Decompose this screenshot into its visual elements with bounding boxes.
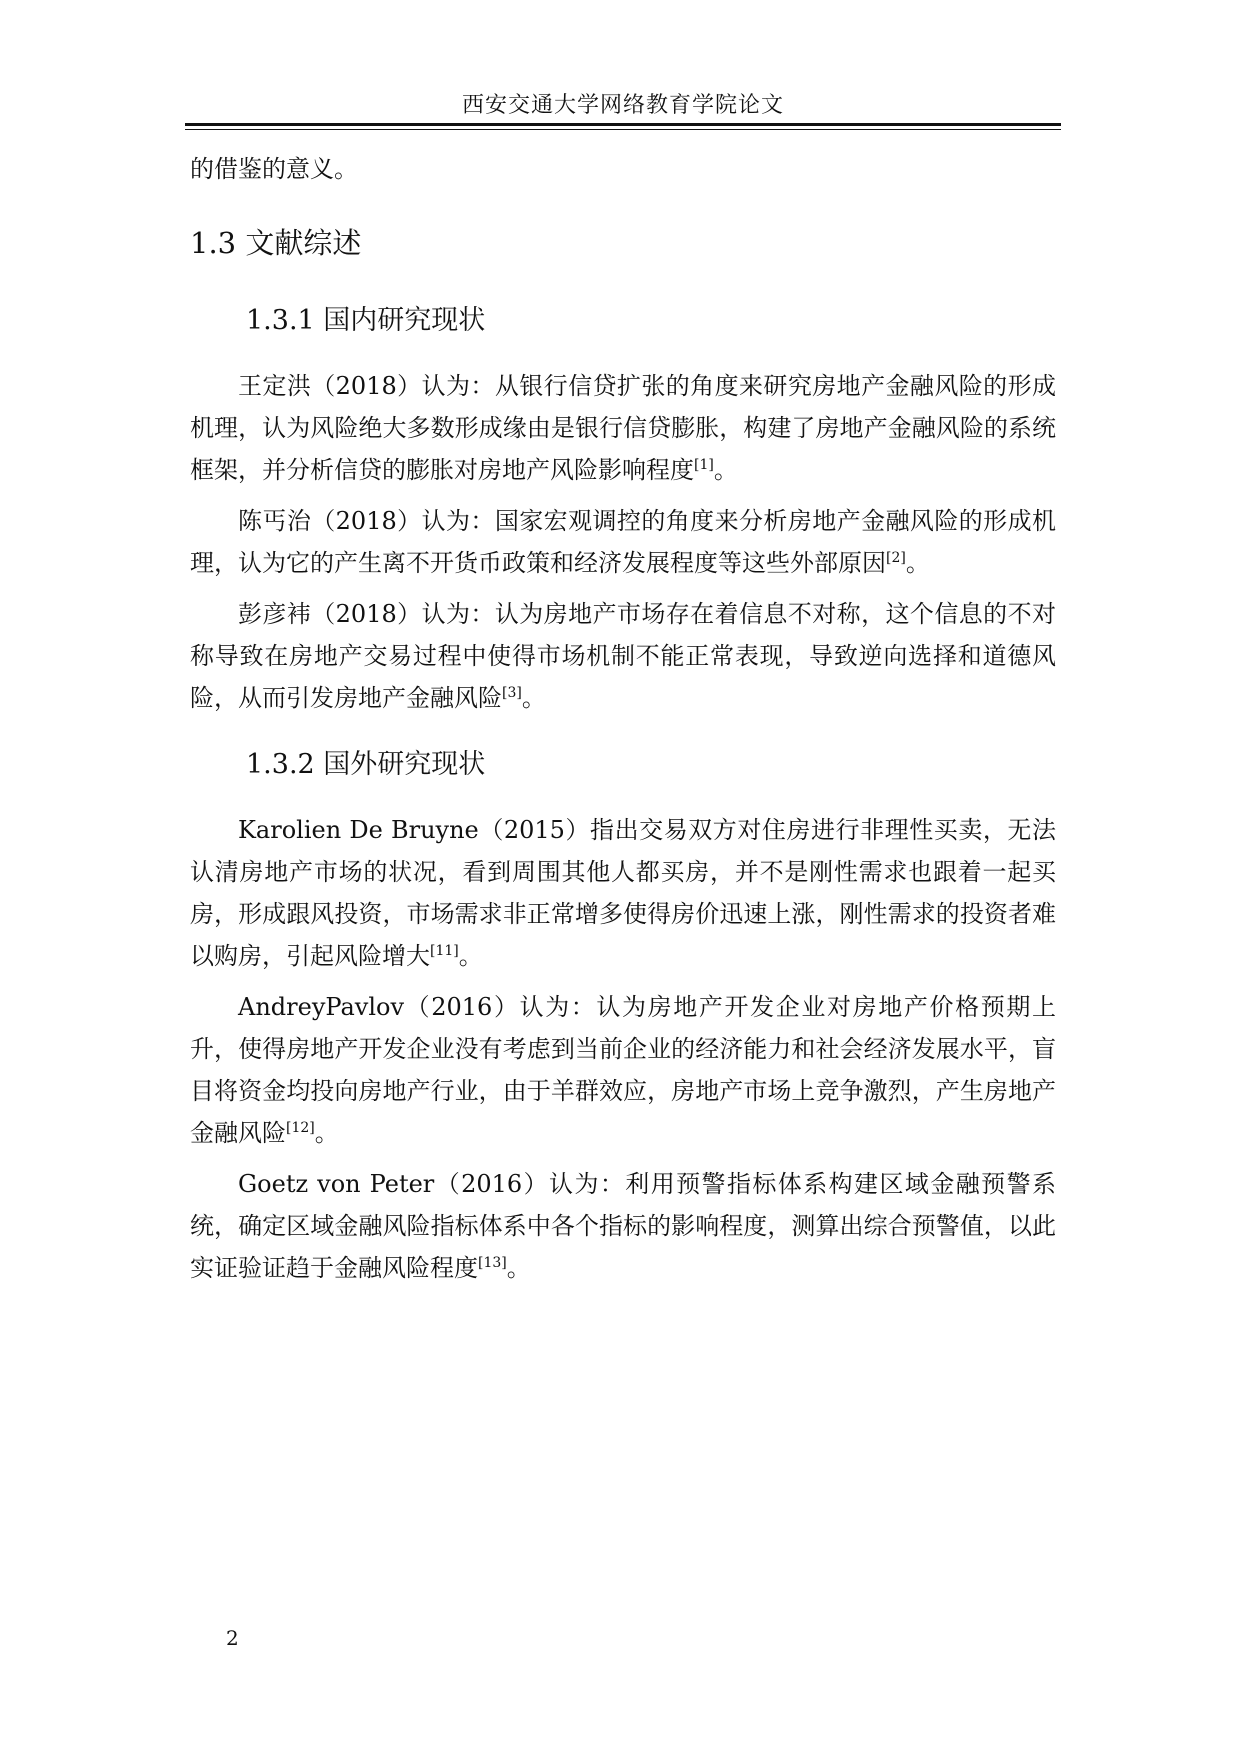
paragraph (190, 809, 1056, 977)
paragraph (190, 365, 1056, 491)
paragraph (190, 500, 1056, 584)
citation-ref: [1] (694, 457, 714, 473)
citation-ref: [13] (478, 1255, 507, 1271)
citation-ref: [11] (430, 943, 459, 959)
paragraph-text: 王定洪（2018）认为：从银行信贷扩张的角度来研究房地产金融风险的形成机理，认为风险绝大多数形成缘由是银行信贷膨胀，构建了房地产金融风险的系统框架，并分析信贷的膨胀对房地产风险影响程度 (190, 372, 1056, 484)
paragraph (190, 986, 1056, 1154)
paragraph-text: 彭彦袆（2018）认为：认为房地产市场存在着信息不对称，这个信息的不对称导致在房地产交易过程中使得市场机制不能正常表现，导致逆向选择和道德风险，从而引发房地产金融风险 (190, 600, 1056, 712)
body-text (190, 148, 1056, 1289)
subsection-heading-domestic: 1.3.1 国内研究现状 (246, 305, 486, 336)
citation-ref: [12] (286, 1120, 315, 1136)
citation-ref: [3] (502, 685, 522, 701)
paragraph-text: Karolien De Bruyne（2015）指出交易双方对住房进行非理性买卖，无法认清房地产市场的状况，看到周围其他人都买房，并不是刚性需求也跟着一起买房，形成跟风投资，市场需求非正常增多使得房价迅速上涨，刚性需求的投资者难以购房，引起风险增大 (190, 816, 1056, 970)
paragraph-end: 。 (905, 549, 930, 577)
header-rule-thick (185, 123, 1061, 126)
paragraph-text: 陈丐治（2018）认为：国家宏观调控的角度来分析房地产金融风险的形成机理，认为它的产生离不开货币政策和经济发展程度等这些外部原因 (190, 507, 1056, 577)
paragraph (190, 1163, 1056, 1289)
subsection-heading-foreign: 1.3.2 国外研究现状 (246, 749, 486, 780)
header-rule-thin (185, 129, 1061, 130)
section-heading: 1.3 文献综述 (190, 226, 362, 260)
continuation-line: 的借鉴的意义。 (190, 155, 358, 183)
paragraph-end: 。 (521, 684, 546, 712)
paragraph (190, 593, 1056, 719)
paragraph-end: 。 (506, 1254, 531, 1282)
paragraph-text: Goetz von Peter（2016）认为：利用预警指标体系构建区域金融预警系统，确定区域金融风险指标体系中各个指标的影响程度，测算出综合预警值，以此实证验证趋于金融风险程度 (190, 1170, 1056, 1282)
paragraph-end: 。 (314, 1119, 339, 1147)
paragraph-end: 。 (458, 942, 483, 970)
paragraph-end: 。 (713, 456, 738, 484)
page-number: 2 (226, 1626, 239, 1650)
citation-ref: [2] (886, 550, 906, 566)
paragraph-text: AndreyPavlov（2016）认为：认为房地产开发企业对房地产价格预期上升，使得房地产开发企业没有考虑到当前企业的经济能力和社会经济发展水平，盲目将资金均投向房地产行业，由于羊群效应，房地产市场上竞争激烈，产生房地产金融风险 (190, 993, 1056, 1147)
running-header: 西安交通大学网络教育学院论文 (461, 93, 784, 118)
